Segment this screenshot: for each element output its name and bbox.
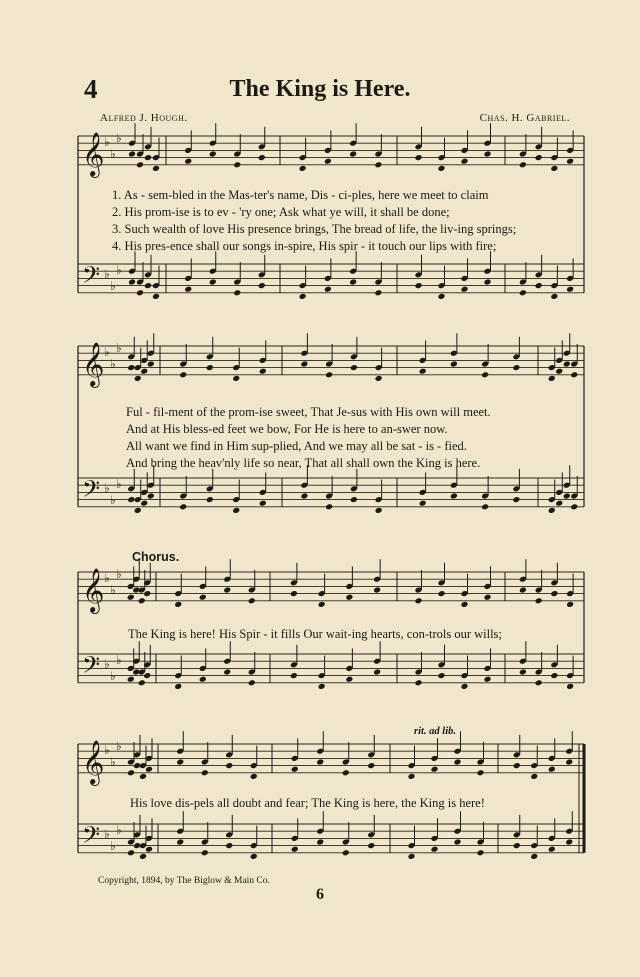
svg-text:♭: ♭ — [116, 739, 122, 753]
hymn-title: The King is Here. — [229, 76, 411, 102]
hymn-number: 4 — [84, 74, 98, 104]
author-credit: Alfred J. Hough. — [100, 112, 188, 124]
page-number: 6 — [316, 886, 324, 903]
svg-text:♭: ♭ — [104, 827, 110, 841]
svg-text:♭: ♭ — [104, 657, 110, 671]
verse-1-line-1: 1. As - sem-bled in the Mas-ter's name, Dis - ci-ples, here we meet to claim — [112, 188, 489, 202]
svg-text:♭: ♭ — [110, 839, 116, 853]
verse-1-line-2: Ful - fil-ment of the prom-ise sweet, That Je-sus with His own will meet. — [126, 405, 491, 419]
svg-text:♭: ♭ — [116, 341, 122, 355]
svg-text:𝄢: 𝄢 — [82, 261, 101, 294]
svg-text:♭: ♭ — [104, 481, 110, 495]
tempo-marking: rit. ad lib. — [414, 726, 457, 737]
verse-4-line-1: 4. His pres-ence shall our songs in-spire, His spir - it touch our lips with fire; — [112, 239, 497, 253]
svg-text:𝄞: 𝄞 — [82, 740, 105, 784]
svg-text:♭: ♭ — [104, 135, 110, 149]
svg-text:♭: ♭ — [116, 263, 122, 277]
svg-text:𝄞: 𝄞 — [82, 132, 105, 176]
verse-3-line-1: 3. Such wealth of love His presence brings, The bread of life, the liv-ing springs; — [112, 222, 517, 236]
verse-3-line-2: All want we find in Him sup-plied, And we may all be sat - is - fied. — [126, 439, 467, 453]
svg-text:♭: ♭ — [110, 493, 116, 507]
svg-text:♭: ♭ — [110, 669, 116, 683]
svg-text:♭: ♭ — [116, 131, 122, 145]
chorus-label: Chorus. — [132, 550, 180, 564]
svg-text:♭: ♭ — [104, 743, 110, 757]
svg-text:♭: ♭ — [116, 567, 122, 581]
svg-text:𝄢: 𝄢 — [82, 651, 101, 684]
svg-text:♭: ♭ — [110, 279, 116, 293]
svg-text:𝄞: 𝄞 — [82, 568, 105, 612]
svg-text:♭: ♭ — [116, 823, 122, 837]
copyright-notice: Copyright, 1894, by The Biglow & Main Co. — [98, 876, 270, 886]
svg-text:♭: ♭ — [110, 755, 116, 769]
svg-text:𝄞: 𝄞 — [82, 342, 105, 386]
composer-credit: Chas. H. Gabriel. — [479, 112, 570, 124]
svg-text:♭: ♭ — [110, 583, 116, 597]
svg-text:♭: ♭ — [104, 345, 110, 359]
svg-text:♭: ♭ — [104, 571, 110, 585]
chorus-line-1: The King is here! His Spir - it fills Our wait-ing hearts, con-trols our wills; — [128, 627, 502, 641]
svg-text:♭: ♭ — [116, 477, 122, 491]
svg-text:♭: ♭ — [116, 653, 122, 667]
svg-text:𝄢: 𝄢 — [82, 821, 101, 854]
chorus-line-2: His love dis-pels all doubt and fear; The King is here, the King is here! — [130, 796, 485, 810]
svg-text:♭: ♭ — [104, 267, 110, 281]
svg-text:♭: ♭ — [110, 147, 116, 161]
svg-text:𝄢: 𝄢 — [82, 475, 101, 508]
verse-2-line-1: 2. His prom-ise is to ev - 'ry one; Ask what ye will, it shall be done; — [112, 205, 450, 219]
verse-4-line-2: And bring the heav'nly life so near, That all shall own the King is here. — [126, 456, 481, 470]
verse-2-line-2: And at His bless-ed feet we bow, For He is here to an-swer now. — [126, 422, 448, 436]
staff-system — [78, 559, 584, 690]
svg-text:♭: ♭ — [110, 357, 116, 371]
